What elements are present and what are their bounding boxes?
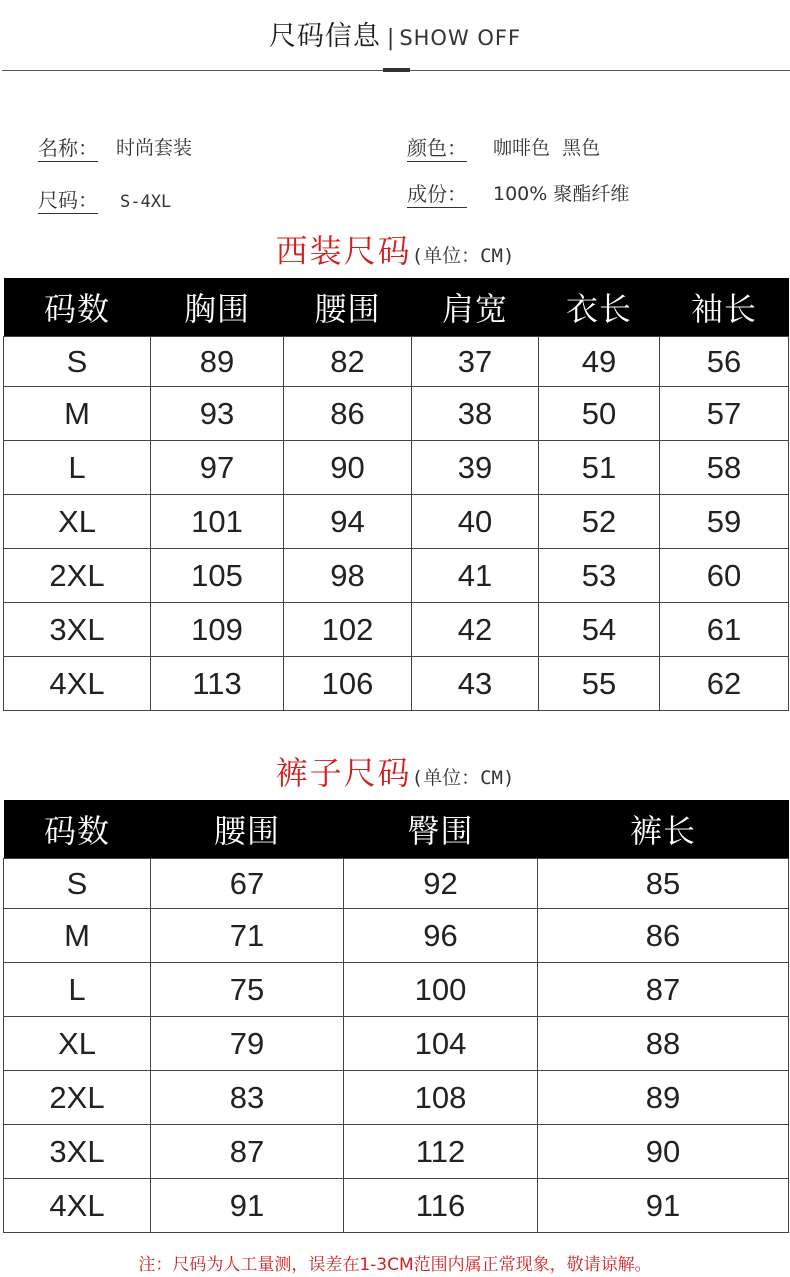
measurement-cell: 91	[538, 1179, 789, 1233]
measurement-cell: 55	[539, 657, 660, 711]
measurement-cell: 116	[344, 1179, 538, 1233]
name-label: 名称：	[38, 136, 98, 160]
size-cell: 2XL	[4, 549, 151, 603]
table-row	[4, 1179, 789, 1233]
table-row	[4, 1017, 789, 1071]
page-header	[0, 0, 790, 72]
measurement-cell: 85	[538, 859, 789, 909]
suit-header-cell: 肩宽	[412, 278, 539, 337]
table-row	[4, 441, 789, 495]
measurement-cell: 90	[538, 1125, 789, 1179]
measurement-cell: 96	[344, 909, 538, 963]
header-title-en: SHOW OFF	[399, 26, 522, 50]
table-row	[4, 603, 789, 657]
measurement-cell: 58	[660, 441, 789, 495]
size-cell: S	[4, 859, 151, 909]
table-row	[4, 549, 789, 603]
measurement-cell: 41	[412, 549, 539, 603]
suit-section-title	[0, 226, 790, 272]
suit-title: 西装尺码	[275, 232, 412, 270]
suit-size-table	[3, 278, 789, 711]
measurement-cell: 86	[538, 909, 789, 963]
measurement-cell: 113	[151, 657, 284, 711]
suit-unit: (单位：CM)	[411, 245, 515, 267]
measurement-cell: 87	[151, 1125, 344, 1179]
color-value: 咖啡色 黑色	[493, 137, 601, 159]
measurement-cell: 71	[151, 909, 344, 963]
pants-section-title	[0, 748, 790, 794]
pants-unit: (单位：CM)	[411, 767, 515, 789]
pants-header-cell: 腰围	[151, 800, 344, 859]
table-row	[4, 1071, 789, 1125]
measurement-cell: 57	[660, 387, 789, 441]
measurement-cell: 82	[284, 337, 412, 387]
measurement-cell: 53	[539, 549, 660, 603]
material-value: 100% 聚酯纤维	[493, 183, 630, 205]
table-row	[4, 1125, 789, 1179]
table-row	[4, 859, 789, 909]
measurement-cell: 50	[539, 387, 660, 441]
suit-header-row	[4, 278, 789, 337]
size-cell: S	[4, 337, 151, 387]
suit-header-cell: 袖长	[660, 278, 789, 337]
measurement-cell: 88	[538, 1017, 789, 1071]
measurement-cell: 42	[412, 603, 539, 657]
suit-header-cell: 衣长	[539, 278, 660, 337]
measurement-cell: 105	[151, 549, 284, 603]
measurement-cell: 83	[151, 1071, 344, 1125]
table-row	[4, 387, 789, 441]
size-cell: L	[4, 441, 151, 495]
measurement-note: 注：尺码为人工量测，误差在1-3CM范围内属正常现象，敬请谅解。	[138, 1255, 652, 1275]
measurement-cell: 102	[284, 603, 412, 657]
measurement-cell: 101	[151, 495, 284, 549]
size-cell: 3XL	[4, 603, 151, 657]
header-separator: |	[386, 26, 396, 51]
table-row	[4, 657, 789, 711]
measurement-cell: 98	[284, 549, 412, 603]
header-title-cn: 尺码信息	[268, 21, 381, 52]
measurement-cell: 59	[660, 495, 789, 549]
size-value: S-4XL	[120, 192, 172, 212]
size-cell: M	[4, 909, 151, 963]
measurement-cell: 79	[151, 1017, 344, 1071]
measurement-cell: 62	[660, 657, 789, 711]
pants-header-cell: 裤长	[538, 800, 789, 859]
material-label: 成份：	[407, 182, 467, 206]
table-row	[4, 963, 789, 1017]
measurement-cell: 43	[412, 657, 539, 711]
measurement-cell: 37	[412, 337, 539, 387]
measurement-cell: 100	[344, 963, 538, 1017]
measurement-cell: 109	[151, 603, 284, 657]
measurement-cell: 51	[539, 441, 660, 495]
measurement-cell: 89	[151, 337, 284, 387]
color-label: 颜色：	[407, 136, 467, 160]
size-cell: XL	[4, 495, 151, 549]
measurement-cell: 93	[151, 387, 284, 441]
table-row	[4, 337, 789, 387]
size-label: 尺码：	[38, 188, 98, 212]
measurement-cell: 89	[538, 1071, 789, 1125]
measurement-cell: 61	[660, 603, 789, 657]
measurement-cell: 52	[539, 495, 660, 549]
measurement-cell: 97	[151, 441, 284, 495]
suit-header-cell: 码数	[4, 278, 151, 337]
pants-title: 裤子尺码	[275, 754, 412, 792]
table-row	[4, 495, 789, 549]
measurement-cell: 54	[539, 603, 660, 657]
pants-header-row	[4, 800, 789, 859]
measurement-cell: 40	[412, 495, 539, 549]
measurement-cell: 106	[284, 657, 412, 711]
header-accent-bar	[383, 68, 410, 72]
suit-header-cell: 胸围	[151, 278, 284, 337]
header-title	[0, 14, 790, 53]
suit-header-cell: 腰围	[284, 278, 412, 337]
measurement-cell: 49	[539, 337, 660, 387]
size-cell: 4XL	[4, 1179, 151, 1233]
size-cell: 3XL	[4, 1125, 151, 1179]
measurement-cell: 39	[412, 441, 539, 495]
size-cell: L	[4, 963, 151, 1017]
measurement-cell: 87	[538, 963, 789, 1017]
size-cell: 4XL	[4, 657, 151, 711]
pants-header-cell: 臀围	[344, 800, 538, 859]
pants-size-table	[3, 800, 789, 1233]
pants-header-cell: 码数	[4, 800, 151, 859]
measurement-cell: 108	[344, 1071, 538, 1125]
measurement-cell: 94	[284, 495, 412, 549]
table-row	[4, 909, 789, 963]
size-cell: XL	[4, 1017, 151, 1071]
measurement-cell: 104	[344, 1017, 538, 1071]
measurement-cell: 67	[151, 859, 344, 909]
measurement-cell: 38	[412, 387, 539, 441]
measurement-cell: 92	[344, 859, 538, 909]
measurement-cell: 86	[284, 387, 412, 441]
measurement-cell: 112	[344, 1125, 538, 1179]
measurement-cell: 56	[660, 337, 789, 387]
name-value: 时尚套装	[116, 137, 193, 159]
size-cell: 2XL	[4, 1071, 151, 1125]
measurement-cell: 91	[151, 1179, 344, 1233]
size-cell: M	[4, 387, 151, 441]
measurement-cell: 60	[660, 549, 789, 603]
measurement-cell: 90	[284, 441, 412, 495]
measurement-cell: 75	[151, 963, 344, 1017]
